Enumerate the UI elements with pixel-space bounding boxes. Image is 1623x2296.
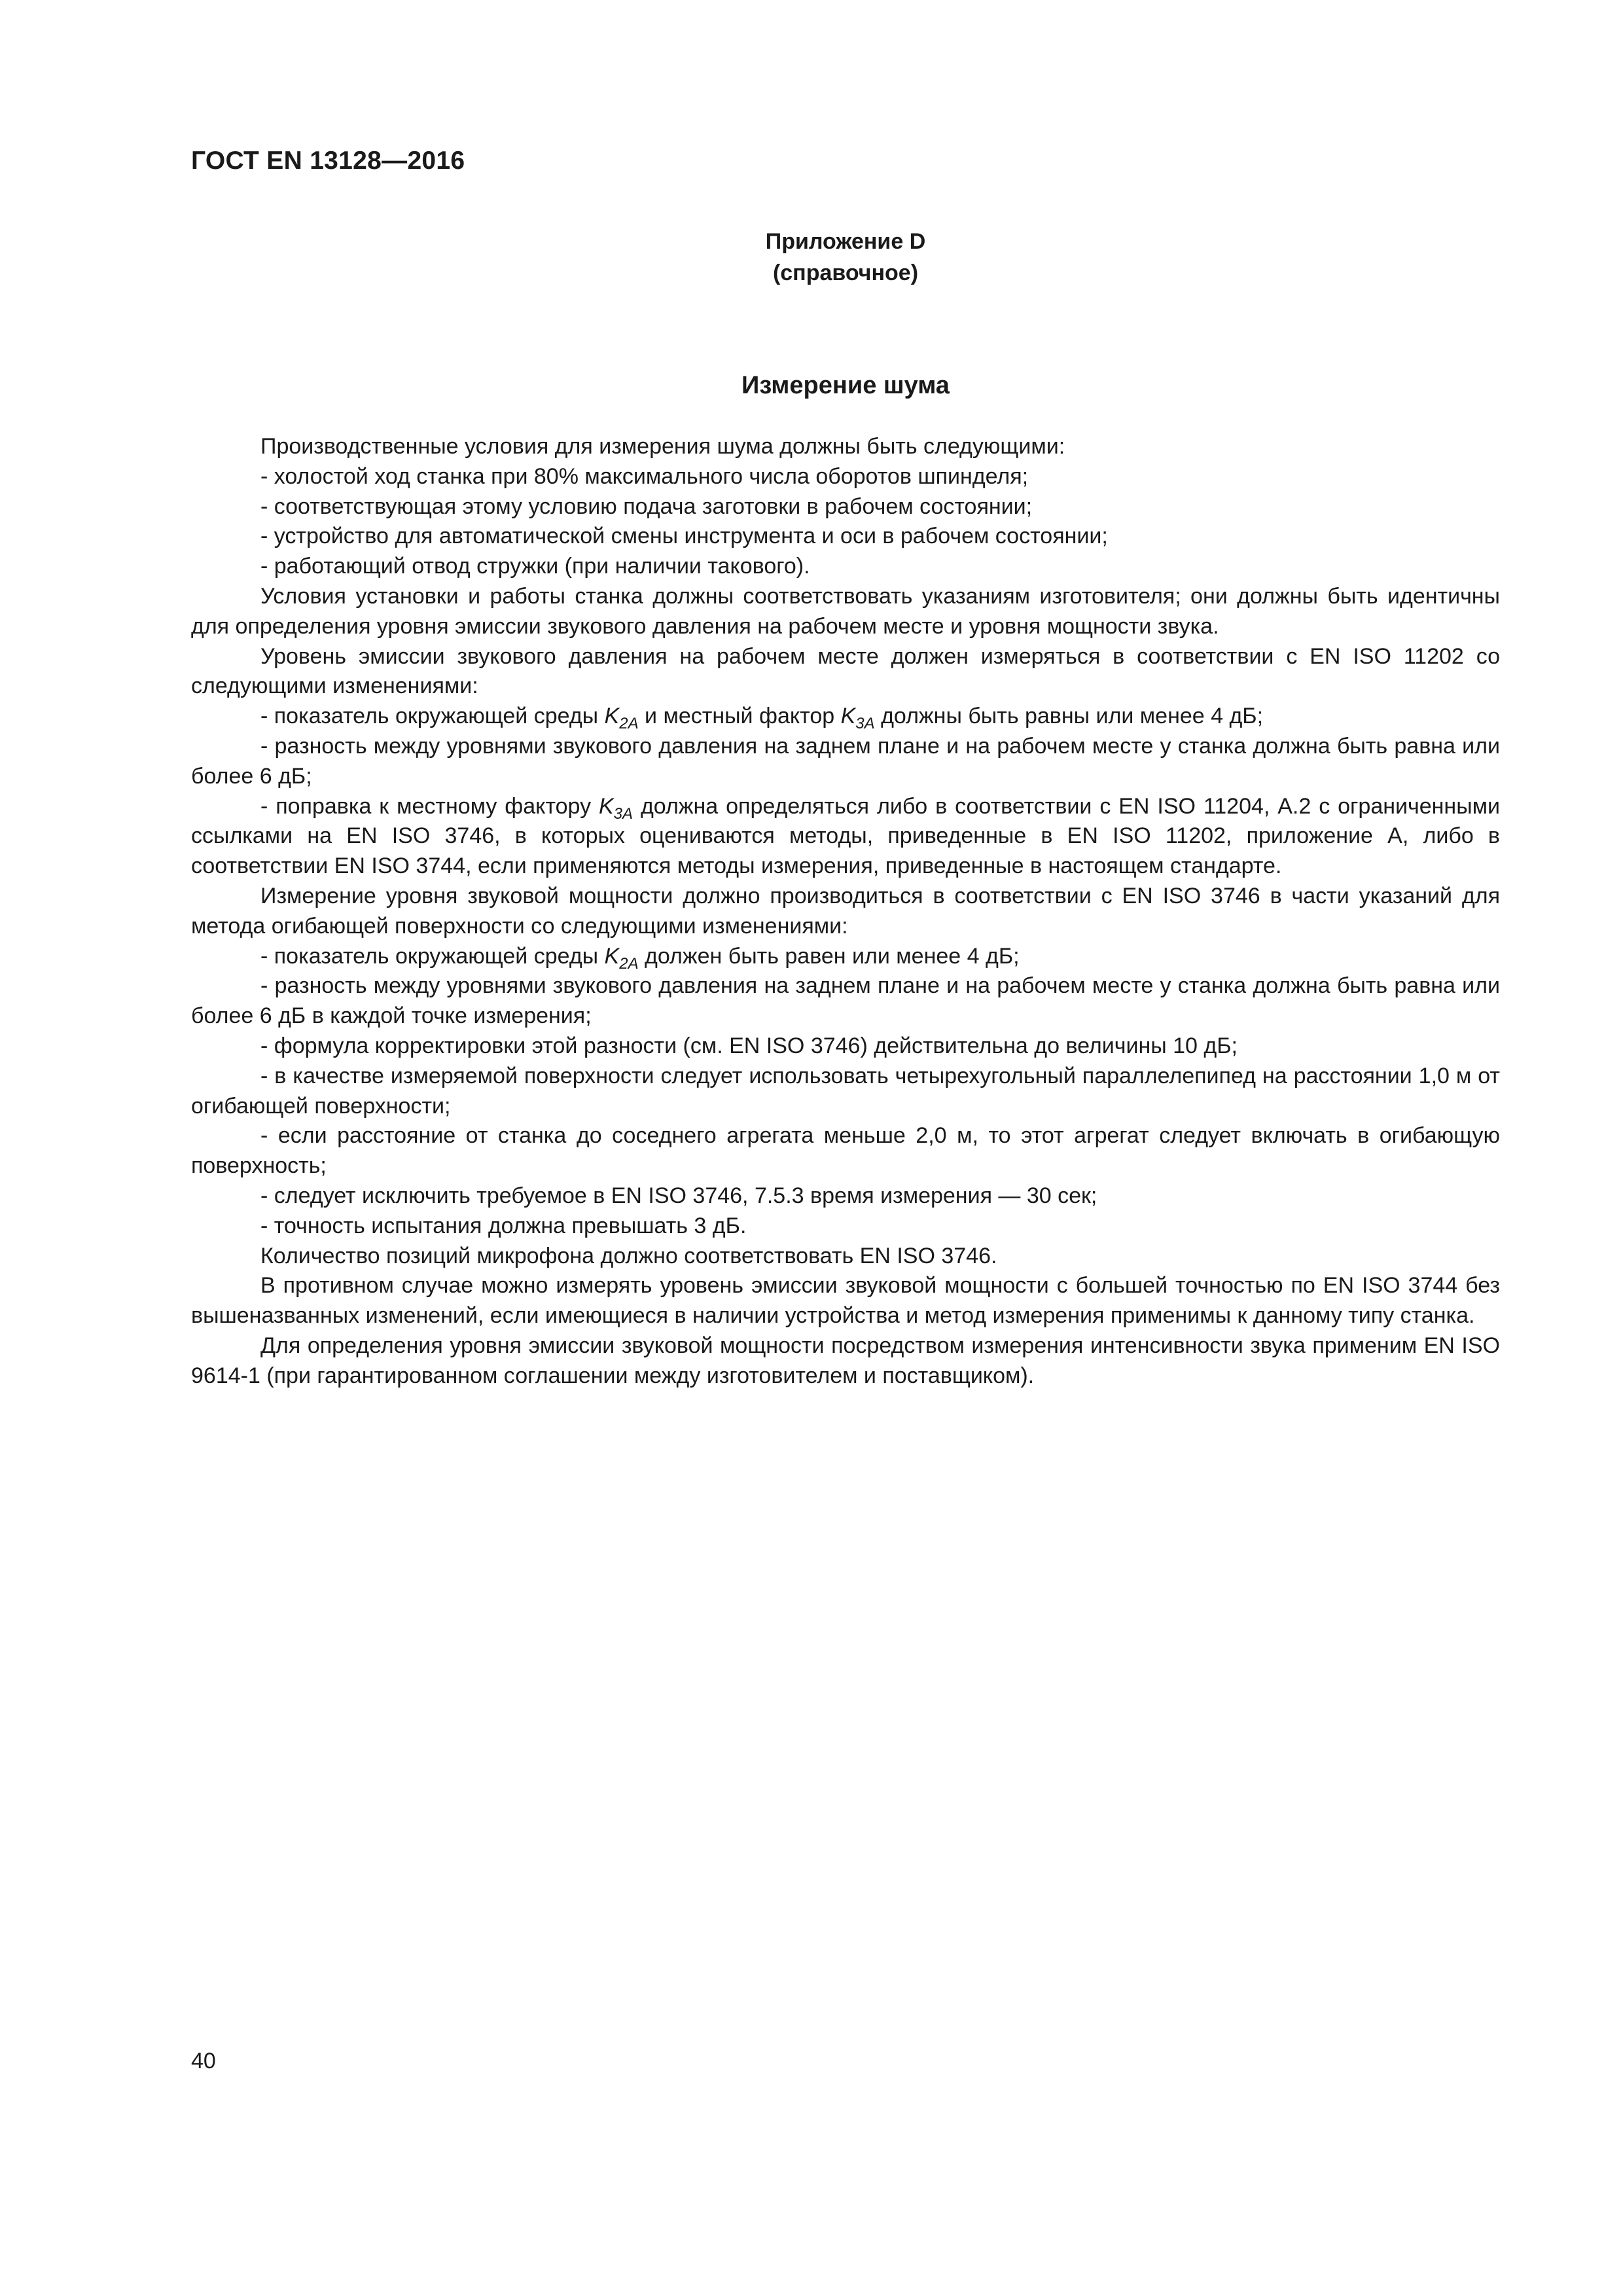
- list-item-measurement-time: - следует исключить требуемое в EN ISO 3746, 7.5.3 время измерения — 30 сек;: [260, 1183, 1097, 1208]
- symbol-subscript: 3A: [613, 804, 633, 823]
- text-fragment: должна определяться либо в соответствии с EN ISO 11204, А.2 с ограниченными ссылками на EN ISO 3746, в которых оцениваются методы, приведенные в EN ISO 11202, приложение А, либо в соответствии EN ISO 3744, если применяются методы измерения, приведенные в настоящем стандарте.: [191, 793, 1500, 879]
- paragraph-installation: Условия установки и работы станка должны соответствовать указаниям изготовителя; они должны быть идентичны для определения уровня эмиссии звукового давления на рабочем месте и уровня мощности звука.: [191, 583, 1500, 639]
- list-item-background-difference-each-point: - разность между уровнями звукового давления на заднем плане и на рабочем месте у станка должна быть равна или более 6 дБ в каждой точке измерения;: [191, 973, 1500, 1029]
- symbol-k: K: [598, 793, 614, 819]
- symbol-k: K: [604, 704, 620, 729]
- appendix-heading: [191, 226, 1500, 289]
- symbol-k: K: [840, 704, 856, 729]
- list-item-environment-factors: [191, 702, 1500, 732]
- paragraph-microphone-positions: Количество позиций микрофона должно соответствовать EN ISO 3746.: [260, 1243, 997, 1268]
- paragraph-intensity-method: Для определения уровня эмиссии звуковой мощности посредством измерения интенсивности звука применим EN ISO 9614-1 (при гарантированном соглашении между изготовителем и поставщиком).: [191, 1333, 1500, 1388]
- paragraph-intro: Производственные условия для измерения шума должны быть следующими:: [260, 434, 1065, 459]
- list-item-test-accuracy: - точность испытания должна превышать 3 дБ.: [260, 1213, 747, 1238]
- text-fragment: должны быть равны или менее 4 дБ;: [874, 704, 1264, 729]
- list-item-environment-indicator: [191, 942, 1500, 972]
- list-item-neighbor-unit: - если расстояние от станка до соседнего агрегата меньше 2,0 м, то этот агрегат следует включать в огибающую поверхность;: [191, 1123, 1500, 1179]
- symbol-subscript: 3A: [855, 715, 875, 733]
- document-code-header: ГОСТ EN 13128—2016: [191, 147, 465, 175]
- list-item-idle-speed: - холостой ход станка при 80% максимального числа оборотов шпинделя;: [260, 463, 1029, 489]
- symbol-subscript: 2A: [619, 954, 639, 973]
- body-text: [191, 432, 1500, 1391]
- appendix-title: Приложение D: [765, 229, 926, 254]
- page-number: 40: [191, 2049, 216, 2073]
- list-item-background-difference: - разность между уровнями звукового давления на заднем плане и на рабочем месте у станка должна быть равна или более 6 дБ;: [191, 733, 1500, 789]
- text-fragment: - показатель окружающей среды: [260, 943, 605, 969]
- list-item-tool-change: - устройство для автоматической смены инструмента и оси в рабочем состоянии;: [260, 524, 1108, 549]
- symbol-k: K: [604, 943, 620, 969]
- section-title: Измерение шума: [741, 372, 950, 399]
- list-item-correction-formula: - формула корректировки этой разности (см. EN ISO 3746) действительна до величины 10 дБ;: [260, 1033, 1238, 1058]
- list-item-measurement-surface: - в качестве измеряемой поверхности следует использовать четырехугольный параллелепипед на расстоянии 1,0 м от огибающей поверхности;: [191, 1063, 1500, 1119]
- list-item-chip-removal: - работающий отвод стружки (при наличии такового).: [260, 554, 810, 579]
- appendix-status: (справочное): [772, 260, 919, 285]
- text-fragment: - показатель окружающей среды: [260, 704, 605, 729]
- paragraph-alternative-method: В противном случае можно измерять уровень эмиссии звуковой мощности с большей точностью по EN ISO 3744 без вышеназванных изменений, если имеющиеся в наличии устройства и метод измерения применимы к данному типу станка.: [191, 1273, 1500, 1329]
- text-fragment: и местный фактор: [638, 704, 841, 729]
- list-item-feed: - соответствующая этому условию подача заготовки в рабочем состоянии;: [260, 493, 1033, 519]
- list-item-local-factor-correction: [191, 792, 1500, 882]
- text-fragment: должен быть равен или менее 4 дБ;: [638, 943, 1020, 969]
- symbol-subscript: 2A: [619, 715, 639, 733]
- paragraph-emission-pressure: Уровень эмиссии звукового давления на рабочем месте должен измеряться в соответствии с EN ISO 11202 со следующими изменениями:: [191, 643, 1500, 699]
- text-fragment: - поправка к местному фактору: [260, 793, 599, 819]
- paragraph-sound-power: Измерение уровня звуковой мощности должно производиться в соответствии с EN ISO 3746 в части указаний для метода огибающей поверхности со следующими изменениями:: [191, 883, 1500, 939]
